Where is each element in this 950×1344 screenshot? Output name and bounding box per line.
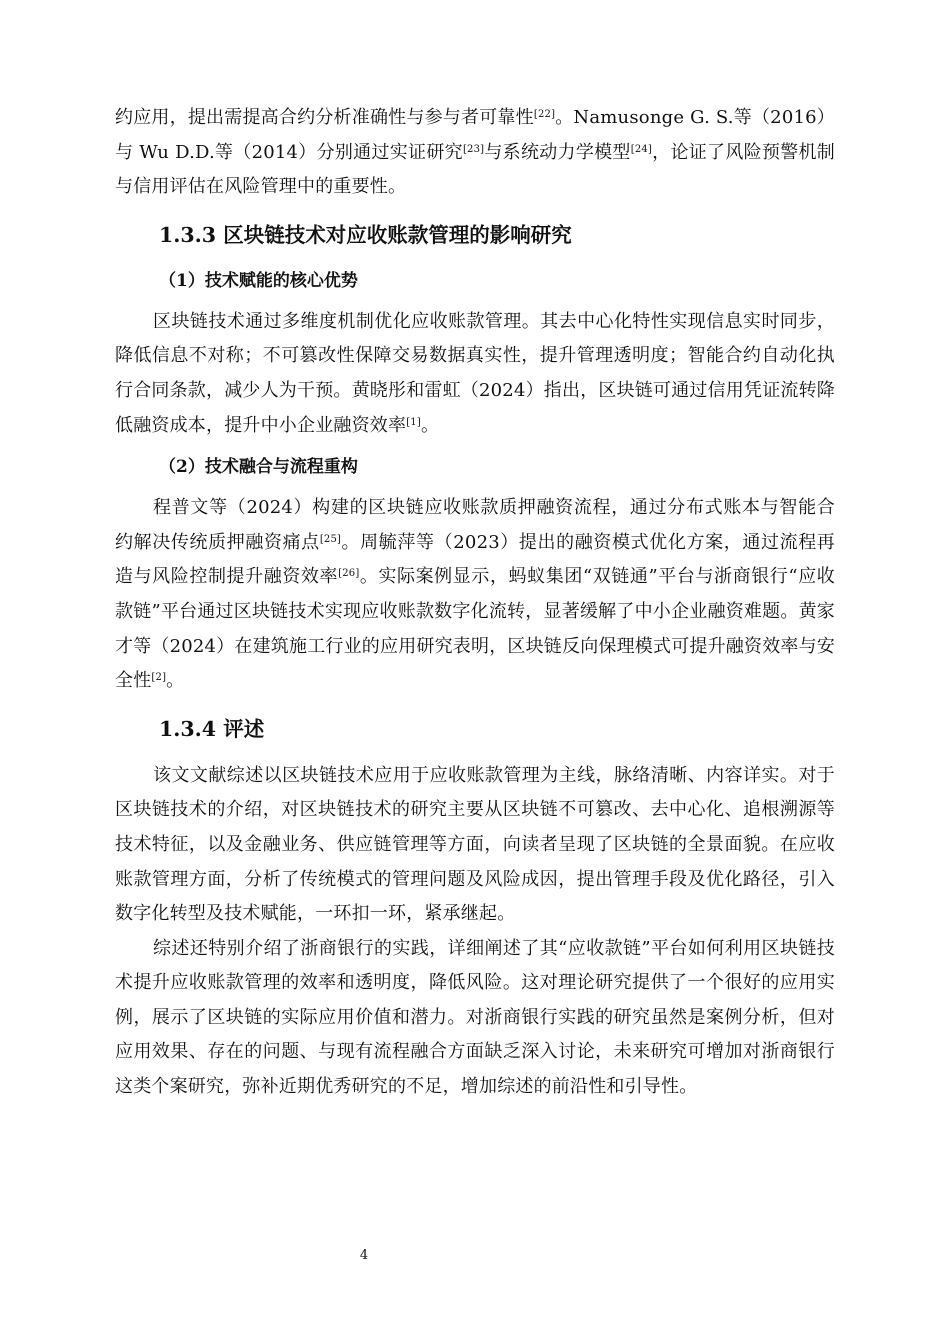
subheading-tech-advantages: （1）技术赋能的核心优势 bbox=[159, 270, 358, 291]
paragraph-tech-advantages: 区块链技术通过多维度机制优化应收账款管理。其去中心化特性实现信息实时同步，降低信息不对称；不可篡改性保障交易数据真实性，提升管理透明度；智能合约自动化执行合同条款，减少人为干预。黄晓彤和雷虹（2024）指出，区块链可通过信用凭证流转降低融资成本，提升中小企业融资效率[1]。 bbox=[115, 310, 836, 436]
intro-paragraph: 约应用，提出需提高合约分析准确性与参与者可靠性[22]。Namusonge G. S.等（2016）与 Wu D.D.等（2014）分别通过实证研究[23]与系统动力学模型[24]，论证了风险预警机制与信用评估在风险管理中的重要性。 bbox=[115, 107, 835, 198]
citation-1: [1] bbox=[406, 416, 421, 428]
citation-22: [22] bbox=[533, 109, 556, 120]
citation-2: [2] bbox=[151, 672, 167, 684]
citation-24: [24] bbox=[630, 143, 653, 155]
paragraph-review-2: 综述还特别介绍了浙商银行的实践，详细阐述了其“应收款链”平台如何利用区块链技术提升应收账款管理的效率和透明度，降低风险。这对理论研究提供了一个很好的应用实例，展示了区块链的实际应用价值和潜力。对浙商银行实践的研究虽然是案例分析，但对应用效果、存在的问题、与现有流程融合方面缺乏深入讨论，未来研究可增加对浙商银行这类个案研究，弥补近期优秀研究的不足，增加综述的前沿性和引导性。 bbox=[115, 937, 835, 1098]
section-heading-1-3-3: 1.3.3 区块链技术对应收账款管理的影响研究 bbox=[159, 222, 572, 247]
paragraph-review-1: 该文文献综述以区块链技术应用于应收账款管理为主线，脉络清晰、内容详实。对于区块链技术的介绍，对区块链技术的研究主要从区块链不可篡改、去中心化、追根溯源等技术特征，以及金融业务、供应链管理等方面，向读者呈现了区块链的全景面貌。在应收账款管理方面，分析了传统模式的管理问题及风险成因，提出管理手段及优化路径，引入数字化转型及技术赋能，一环扣一环，紧承继起。 bbox=[115, 764, 835, 925]
page-number: 4 bbox=[359, 1248, 369, 1263]
page-body bbox=[115, 101, 835, 1105]
subheading-process-reconstruction: （2）技术融合与流程重构 bbox=[159, 457, 358, 478]
citation-26: [26] bbox=[338, 568, 360, 580]
citation-25: [25] bbox=[319, 533, 342, 545]
citation-23: [23] bbox=[462, 143, 485, 155]
paragraph-process-reconstruction: 程普文等（2024）构建的区块链应收账款质押融资流程，通过分布式账本与智能合约解决传统质押融资痛点[25]。周毓萍等（2023）提出的融资模式优化方案，通过流程再造与风险控制提升融资效率[26]。实际案例显示，蚂蚁集团“双链通”平台与浙商银行“应收款链”平台通过区块链技术实现应收账款数字化流转，显著缓解了中小企业融资难题。黄家才等（2024）在建筑施工行业的应用研究表明，区块链反向保理模式可提升融资效率与安全性[2]。 bbox=[115, 497, 836, 692]
section-heading-1-3-4: 1.3.4 评述 bbox=[159, 716, 265, 741]
